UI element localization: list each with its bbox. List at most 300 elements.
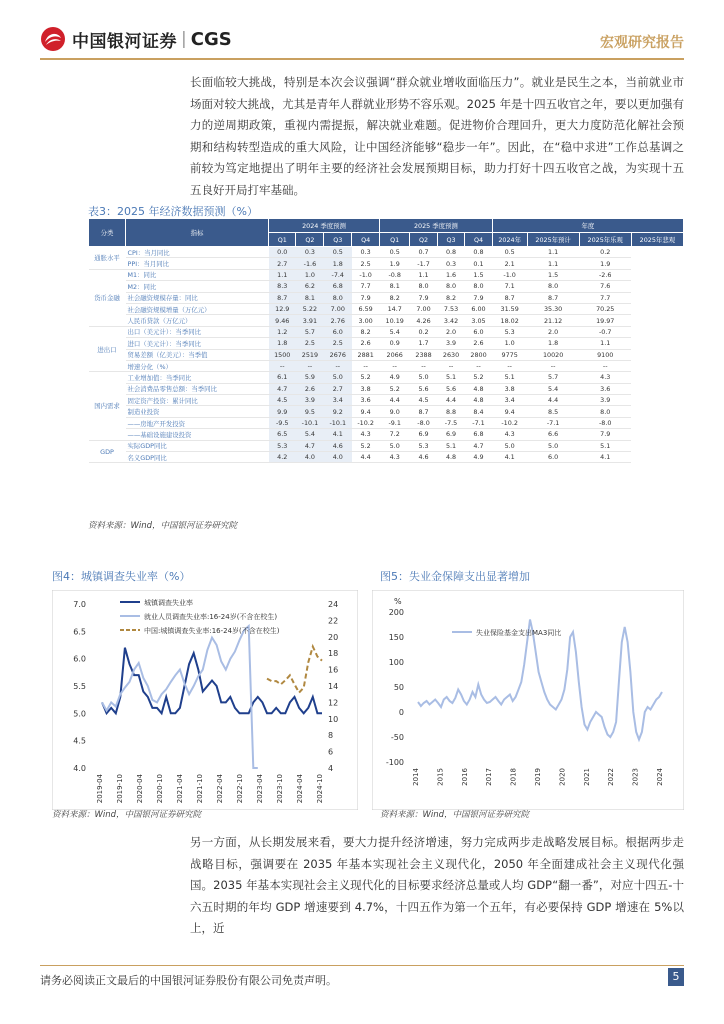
fig5-source: 资料来源：Wind，中国银河证券研究院 (380, 810, 530, 820)
x-axis-tick: 2021-10 (196, 774, 204, 804)
row-value: 9775 (492, 349, 527, 360)
row-value: -10.1 (324, 417, 352, 428)
row-value: 5.1 (492, 372, 527, 383)
row-value: 6.0 (465, 326, 492, 337)
right-axis-tick: 8 (328, 731, 334, 741)
row-value: 2.5 (296, 338, 324, 349)
col-header-8: Q4 (465, 233, 492, 247)
y-axis-tick: 150 (388, 633, 404, 642)
head-group-2024: 2024 季度预测 (269, 219, 380, 233)
row-value: 2881 (352, 349, 380, 360)
x-axis-tick: 2022 (607, 768, 616, 786)
row-value: 7.9 (465, 292, 492, 303)
row-value: -8.0 (579, 417, 631, 428)
row-value: 8.1 (296, 292, 324, 303)
row-value: 5.0 (410, 372, 437, 383)
x-axis-tick: 2020 (558, 768, 567, 786)
table-row (89, 406, 684, 417)
row-value: 4.6 (410, 452, 437, 463)
row-value: 6.59 (352, 303, 380, 314)
row-value: 3.8 (352, 383, 380, 394)
row-value: 7.2 (380, 429, 410, 440)
row-value: 0.5 (324, 247, 352, 258)
row-indicator: ——房地产开发投资 (126, 417, 269, 428)
left-axis-tick: 5.5 (73, 682, 86, 691)
row-indicator: 进口（美元计）：当季同比 (126, 338, 269, 349)
row-value: 4.1 (579, 452, 631, 463)
col-header-12: 2025年悲观 (631, 233, 683, 247)
legend-label: 城镇调查失业率 (144, 599, 193, 607)
row-value: 8.4 (465, 406, 492, 417)
row-value: 7.1 (492, 281, 527, 292)
row-value: 8.7 (269, 292, 296, 303)
row-value: 1.0 (296, 269, 324, 280)
row-value: 9.5 (296, 406, 324, 417)
y-axis-tick: 100 (388, 658, 404, 667)
left-axis-tick: 5.0 (73, 709, 86, 719)
row-value: 8.0 (410, 281, 437, 292)
row-value: 8.3 (269, 281, 296, 292)
row-value: 1.2 (269, 326, 296, 337)
row-value: 6.8 (324, 281, 352, 292)
row-value: 4.3 (352, 429, 380, 440)
row-value: -1.6 (296, 258, 324, 269)
row-value: 0.2 (579, 247, 631, 258)
row-value: 9.4 (492, 406, 527, 417)
row-value: -9.1 (380, 417, 410, 428)
row-value: 2630 (437, 349, 464, 360)
row-value: 4.6 (324, 440, 352, 451)
row-value: 8.7 (492, 292, 527, 303)
y-axis-tick: 200 (388, 608, 404, 617)
row-value: 2.0 (437, 326, 464, 337)
col-header-category: 分类 (89, 219, 126, 247)
row-value: 10.19 (380, 315, 410, 326)
row-value: -- (352, 360, 380, 371)
x-axis-tick: 2019 (534, 768, 542, 786)
row-value: 4.1 (324, 429, 352, 440)
row-value: 2066 (380, 349, 410, 360)
right-axis-tick: 14 (328, 682, 339, 691)
fig4-source: 资料来源：Wind，中国银河证券研究院 (52, 810, 202, 820)
logo-en-text: CGS (190, 28, 232, 50)
col-header-2: Q2 (296, 233, 324, 247)
row-value: 4.2 (269, 452, 296, 463)
row-indicator: 制造业投资 (126, 406, 269, 417)
row-value: 2.76 (324, 315, 352, 326)
row-value: 1.6 (437, 269, 464, 280)
row-value: 0.0 (269, 247, 296, 258)
row-category: 货币金融 (89, 269, 126, 326)
row-value: 6.5 (269, 429, 296, 440)
y-axis-tick: -100 (385, 758, 404, 767)
x-axis-tick: 2023-10 (276, 774, 284, 804)
col-header-6: Q2 (410, 233, 437, 247)
row-value: 5.6 (437, 383, 464, 394)
row-category: 通胀水平 (89, 247, 126, 270)
row-value: -7.1 (527, 417, 579, 428)
row-value: 9.2 (324, 406, 352, 417)
row-indicator: 社会融资规模增量（万亿元） (126, 303, 269, 314)
y-axis-tick: 0 (398, 708, 404, 717)
row-value: 6.1 (269, 372, 296, 383)
row-value: 18.02 (492, 315, 527, 326)
row-value: 2800 (465, 349, 492, 360)
row-value: -1.0 (492, 269, 527, 280)
row-value: 2.6 (352, 338, 380, 349)
row-value: 9.9 (269, 406, 296, 417)
y-unit: % (394, 597, 402, 606)
fig4-svg (52, 590, 358, 810)
row-value: 5.3 (269, 440, 296, 451)
x-axis-tick: 2017 (485, 768, 494, 786)
row-value: -- (324, 360, 352, 371)
row-value: 1.5 (465, 269, 492, 280)
row-value: 5.0 (492, 440, 527, 451)
row-value: 12.9 (269, 303, 296, 314)
row-value: 1.8 (269, 338, 296, 349)
row-value: 4.3 (492, 429, 527, 440)
x-axis-tick: 2023 (631, 768, 640, 786)
forecast-table (88, 218, 684, 463)
row-value: 2.5 (352, 258, 380, 269)
row-value: 6.0 (324, 326, 352, 337)
row-value: -- (410, 360, 437, 371)
row-value: 5.1 (437, 372, 464, 383)
row-value: -- (437, 360, 464, 371)
row-value: 0.9 (380, 338, 410, 349)
footer-divider (40, 965, 684, 966)
fig5-title: 图5：失业金保障支出显著增加 (380, 570, 530, 583)
right-axis-tick: 10 (328, 714, 339, 724)
row-value: 4.7 (465, 440, 492, 451)
page-number: 5 (668, 968, 684, 986)
table-row (89, 292, 684, 303)
head-group-2025: 2025 季度预测 (380, 219, 493, 233)
row-value: -7.4 (324, 269, 352, 280)
row-value: 4.9 (380, 372, 410, 383)
table-title: 表3：2025 年经济数据预测（%） (88, 205, 258, 218)
x-axis-tick: 2024 (656, 768, 664, 786)
row-value: 4.1 (492, 452, 527, 463)
table-row (89, 247, 684, 258)
left-axis-tick: 6.0 (73, 654, 86, 664)
row-value: 0.5 (492, 247, 527, 258)
row-value: 4.3 (579, 372, 631, 383)
row-indicator: 实际GDP同比 (126, 440, 269, 451)
left-axis-tick: 6.5 (73, 627, 86, 637)
right-axis-tick: 6 (328, 747, 334, 757)
left-axis-tick: 7.0 (73, 600, 86, 609)
row-value: 5.2 (465, 372, 492, 383)
row-category: 国内需求 (89, 372, 126, 440)
row-indicator: M2：同比 (126, 281, 269, 292)
row-value: 1.8 (527, 338, 579, 349)
row-value: 5.9 (296, 372, 324, 383)
x-axis-tick: 2024-10 (316, 774, 324, 804)
row-value: 5.4 (296, 429, 324, 440)
row-value: -1.7 (410, 258, 437, 269)
table-row (89, 417, 684, 428)
row-value: 3.42 (437, 315, 464, 326)
row-value: 35.30 (527, 303, 579, 314)
left-axis-tick: 4.0 (73, 764, 86, 773)
row-value: 8.0 (437, 281, 464, 292)
row-value: 4.4 (527, 395, 579, 406)
table-row (89, 281, 684, 292)
table-row (89, 395, 684, 406)
row-value: -- (380, 360, 410, 371)
row-value: 3.00 (352, 315, 380, 326)
row-value: 6.8 (465, 429, 492, 440)
row-value: 70.25 (579, 303, 631, 314)
row-value: 10020 (527, 349, 579, 360)
row-value: 7.9 (410, 292, 437, 303)
x-axis-tick: 2018 (509, 768, 518, 786)
row-value: 8.0 (579, 406, 631, 417)
galaxy-logo-icon (40, 26, 66, 52)
row-value: 4.7 (296, 440, 324, 451)
col-header-3: Q3 (324, 233, 352, 247)
table-row (89, 360, 684, 371)
row-value: 4.0 (324, 452, 352, 463)
row-indicator: 固定资产投资：累计同比 (126, 395, 269, 406)
row-value: 8.0 (324, 292, 352, 303)
row-value: -1.0 (352, 269, 380, 280)
x-axis-tick: 2014 (412, 768, 420, 786)
y-axis-tick: 50 (393, 683, 404, 692)
row-value: 1.1 (269, 269, 296, 280)
y-axis-tick: -50 (390, 733, 404, 742)
table-row (89, 349, 684, 360)
row-value: 5.3 (492, 326, 527, 337)
row-value: 14.7 (380, 303, 410, 314)
row-value: 2.1 (492, 258, 527, 269)
x-axis-tick: 2022-10 (236, 774, 244, 804)
row-value: 3.05 (465, 315, 492, 326)
row-value: 7.00 (410, 303, 437, 314)
row-value: 3.91 (296, 315, 324, 326)
row-indicator: 工业增加值：当季同比 (126, 372, 269, 383)
row-value: 5.0 (324, 372, 352, 383)
right-axis-tick: 12 (328, 698, 339, 708)
row-value: 5.2 (380, 383, 410, 394)
row-indicator: PPI：当月同比 (126, 258, 269, 269)
row-value: 4.0 (296, 452, 324, 463)
row-value: 5.3 (410, 440, 437, 451)
row-value: 2519 (296, 349, 324, 360)
row-value: 8.7 (410, 406, 437, 417)
col-header-11: 2025年乐观 (579, 233, 631, 247)
row-value: 3.4 (492, 395, 527, 406)
row-value: 2.6 (296, 383, 324, 394)
row-value: 6.9 (410, 429, 437, 440)
table-row (89, 383, 684, 394)
row-value: -8.0 (410, 417, 437, 428)
row-value: 0.8 (465, 247, 492, 258)
row-value: 19.97 (579, 315, 631, 326)
row-value: 7.9 (579, 429, 631, 440)
row-value: 1.9 (579, 258, 631, 269)
row-value: 2.7 (269, 258, 296, 269)
row-value: 5.4 (380, 326, 410, 337)
row-value: 2388 (410, 349, 437, 360)
row-value: 4.4 (437, 395, 464, 406)
row-value: 2.7 (324, 383, 352, 394)
row-value: 8.5 (527, 406, 579, 417)
row-value: 4.5 (269, 395, 296, 406)
row-value: 2676 (324, 349, 352, 360)
left-axis-tick: 4.5 (73, 736, 86, 746)
row-value: 3.9 (579, 395, 631, 406)
table-row (89, 269, 684, 280)
row-value: 3.8 (492, 383, 527, 394)
row-value: 8.0 (465, 281, 492, 292)
row-value: -7.1 (465, 417, 492, 428)
disclaimer-note: 请务必阅读正文最后的中国银河证券股份有限公司免责声明。 (40, 974, 337, 987)
legend-label: 失业保险基金支出MA3同比 (476, 629, 562, 637)
row-value: 5.0 (527, 440, 579, 451)
fig5-chart (372, 590, 684, 810)
row-value: 5.6 (410, 383, 437, 394)
row-value: 7.9 (352, 292, 380, 303)
x-axis-tick: 2024-04 (296, 774, 304, 804)
row-value: -10.1 (296, 417, 324, 428)
row-indicator: 社会消费品零售总额：当季同比 (126, 383, 269, 394)
table-row (89, 452, 684, 463)
company-logo (40, 26, 232, 52)
row-value: -- (269, 360, 296, 371)
x-axis-tick: 2016 (460, 768, 469, 786)
row-value: 3.9 (437, 338, 464, 349)
row-value: 7.7 (352, 281, 380, 292)
row-value: -- (465, 360, 492, 371)
page-header (0, 0, 724, 60)
row-value: 31.59 (492, 303, 527, 314)
row-value: 0.7 (410, 247, 437, 258)
row-value: 7.6 (579, 281, 631, 292)
row-value: 4.4 (380, 395, 410, 406)
fig5-svg (372, 590, 684, 810)
row-value: 8.1 (380, 281, 410, 292)
table-row (89, 440, 684, 451)
row-value: 4.3 (380, 452, 410, 463)
row-value: -- (527, 360, 579, 371)
row-value: 5.0 (380, 440, 410, 451)
row-value: 7.7 (579, 292, 631, 303)
row-value: 5.1 (579, 440, 631, 451)
row-value: 0.3 (437, 258, 464, 269)
right-axis-tick: 18 (328, 649, 339, 659)
col-header-4: Q4 (352, 233, 380, 247)
row-value: 8.2 (437, 292, 464, 303)
row-value: 5.2 (352, 440, 380, 451)
row-indicator: 社会融资规模存量：同比 (126, 292, 269, 303)
report-type: 宏观研究报告 (600, 35, 684, 51)
paragraph-intro: 长面临较大挑战，特别是本次会议强调“群众就业增收面临压力”。就业是民生之本，当前就业市场面对较大挑战，尤其是青年人群就业形势不容乐观。2025 年是十四五收官之年，要以更加强有力的逆周期政策，重视内需提振，解决就业难题。促进物价合理回升，更大力度防范化解社会预期和结构转型造成的重大风险，让中国经济能够“稳步一年”。因此，在“稳中求进”工作总基调之前较为笃定地提出了明年主要的经济社会发展预期目标，助力打好十四五收官之战，为实现十五五良好开局打牢基础。 (190, 75, 684, 197)
x-axis-tick: 2019-10 (116, 774, 124, 804)
row-value: 2.5 (324, 338, 352, 349)
row-value: -0.8 (380, 269, 410, 280)
table-row (89, 429, 684, 440)
row-value: 0.1 (465, 258, 492, 269)
col-header-9: 2024年 (492, 233, 527, 247)
row-value: 8.2 (352, 326, 380, 337)
row-value: 9.0 (380, 406, 410, 417)
row-value: 1500 (269, 349, 296, 360)
x-axis-tick: 2020-04 (136, 774, 144, 804)
row-value: -10.2 (492, 417, 527, 428)
fig4-title: 图4：城镇调查失业率（%） (52, 570, 191, 583)
row-value: 5.4 (527, 383, 579, 394)
row-value: 0.2 (410, 326, 437, 337)
x-axis-tick: 2021 (582, 768, 591, 786)
col-header-5: Q1 (380, 233, 410, 247)
row-indicator: CPI：当月同比 (126, 247, 269, 258)
fig4-chart (52, 590, 358, 810)
row-value: 7.00 (324, 303, 352, 314)
row-value: 4.4 (352, 452, 380, 463)
table-row (89, 258, 684, 269)
row-value: 1.1 (410, 269, 437, 280)
row-value: 6.00 (465, 303, 492, 314)
table-row (89, 303, 684, 314)
row-value: 8.7 (527, 292, 579, 303)
table-source: 资料来源：Wind，中国银河证券研究院 (88, 521, 238, 531)
table-row (89, 326, 684, 337)
row-value: -0.7 (579, 326, 631, 337)
row-value: 6.6 (527, 429, 579, 440)
row-value: 5.1 (437, 440, 464, 451)
row-value: 6.9 (437, 429, 464, 440)
row-value: 4.8 (465, 395, 492, 406)
row-value: -2.6 (579, 269, 631, 280)
row-value: 4.9 (465, 452, 492, 463)
row-value: -- (296, 360, 324, 371)
row-value: 0.3 (296, 247, 324, 258)
row-value: 7.53 (437, 303, 464, 314)
row-value: -- (492, 360, 527, 371)
row-value: 1.9 (380, 258, 410, 269)
row-value: 6.0 (527, 452, 579, 463)
legend-label: 中国:城镇调查失业率:16-24岁(不含在校生) (144, 627, 280, 635)
table-row (89, 372, 684, 383)
row-value: 5.22 (296, 303, 324, 314)
row-indicator: 贸易差额（亿美元）：当季值 (126, 349, 269, 360)
row-value: 4.8 (437, 452, 464, 463)
row-value: 3.6 (579, 383, 631, 394)
x-axis-tick: 2023-04 (256, 774, 264, 804)
right-axis-tick: 20 (328, 632, 339, 642)
row-value: 0.5 (380, 247, 410, 258)
row-value: 8.0 (527, 281, 579, 292)
row-value: 4.7 (269, 383, 296, 394)
row-value: 0.8 (437, 247, 464, 258)
row-value: 8.2 (380, 292, 410, 303)
row-value: 6.2 (296, 281, 324, 292)
row-value: 3.6 (352, 395, 380, 406)
x-axis-tick: 2022-04 (216, 774, 224, 804)
table-row (89, 315, 684, 326)
row-category: GDP (89, 440, 126, 463)
row-value: 4.8 (465, 383, 492, 394)
right-axis-tick: 16 (328, 665, 339, 675)
row-value: -10.2 (352, 417, 380, 428)
x-axis-tick: 2021-04 (176, 774, 184, 804)
row-value: 1.8 (324, 258, 352, 269)
row-indicator: 出口（美元计）：当季同比 (126, 326, 269, 337)
row-value: 0.3 (352, 247, 380, 258)
